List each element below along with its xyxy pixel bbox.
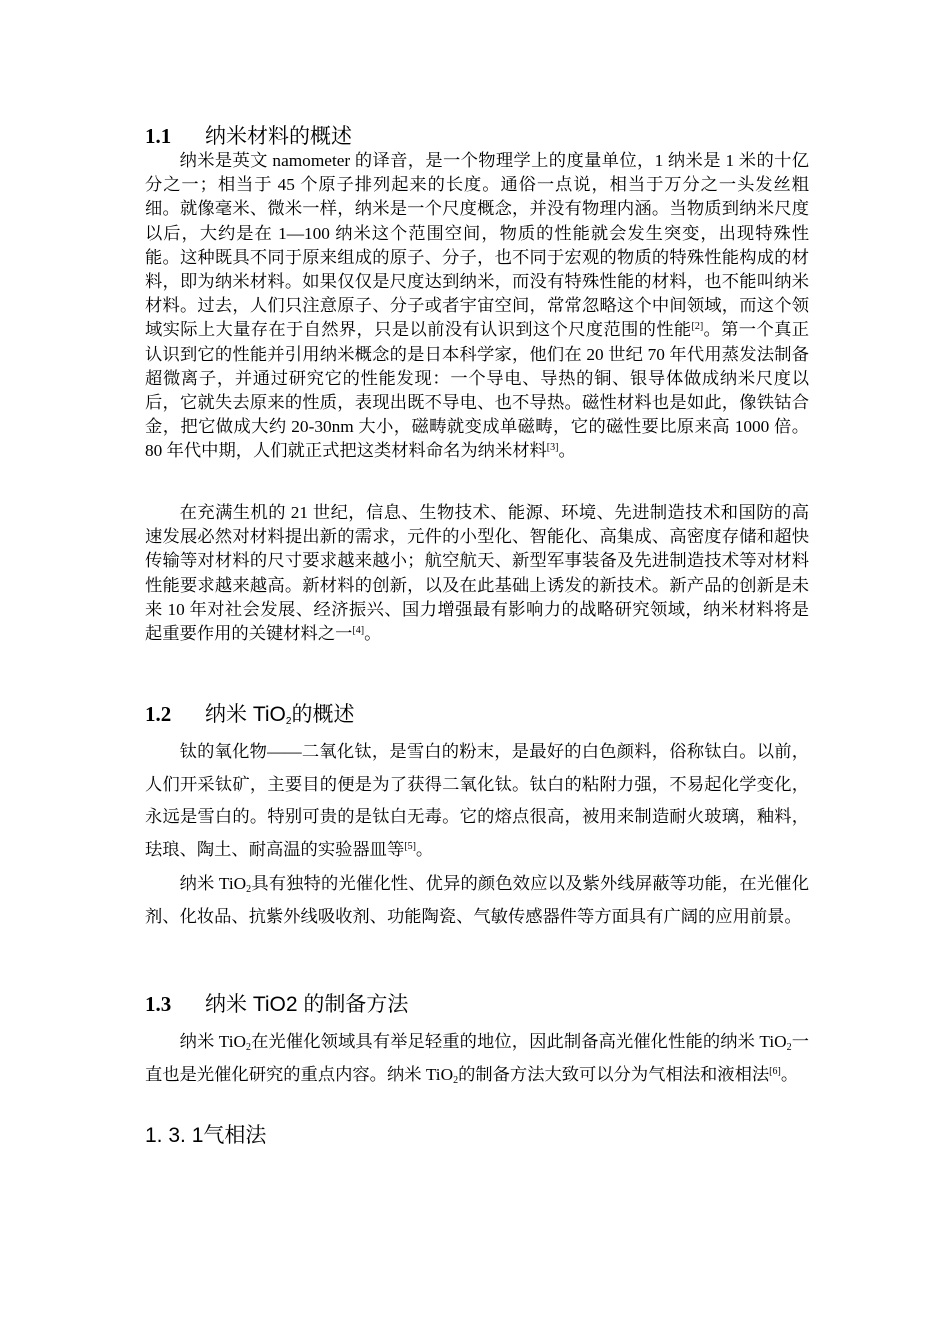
text-run: 在充满生机的 21 世纪，信息、生物技术、能源、环境、先进制造技术和国防的高速发展必然对材料提出新的需求，元件的小型化、智能化、高集成、高密度存储和超快传输等对材料的尺寸要求越来越小；航空航天、新型军事装备及先进制造技术等对材料性能要求越来越高。新材料的创新，以及在此基础上诱发的新技术。新产品的创新是未来 10 年对社会发展、经济振兴、国力增强最有影响力的战略研究领域，纳米材料将是起重要作用的关键材料之一 — [145, 503, 809, 644]
text-run: 钛的氧化物——二氧化钛，是雪白的粉末，是最好的白色颜料，俗称钛白。以前，人们开采钛矿，主要目的便是为了获得二氧化钛。钛白的粘附力强，不易起化学变化，永远是雪白的。特别可贵的是钛白无毒。它的熔点很高，被用来制造耐火玻璃，釉料，珐琅、陶土、耐高温的实验器皿等 — [145, 742, 809, 859]
text-run: 。 — [780, 1064, 799, 1084]
section-heading-1-2 — [145, 700, 825, 729]
text-run: 纳米 TiO — [179, 1032, 246, 1051]
subscript: 2 — [246, 884, 252, 895]
section-heading-1-3 — [145, 990, 825, 1019]
subscript: 2 — [246, 1042, 251, 1053]
citation: [4] — [352, 625, 365, 637]
text-run: 。第一个真正认识到它的性能并引用纳米概念的是日本科学家，他们在 20 世纪 70 年代用蒸发法制备超微离子，并通过研究它的性能发现：一个导电、导热的铜、银导体做成纳米尺度以后，它就失去原来的性质，表现出既不导电、也不导热。磁性材料也是如此，像铁钴合金，把它做成大约 20-30nm 大小，磁畴就变成单磁畴，它的磁性要比原来高 1000 倍。80 年代中期，人们就正式把这类材料命名为纳米材料 — [145, 320, 809, 461]
text-run: 纳米 TiO — [179, 874, 247, 893]
text-run: 纳米是英文 namometer 的译音，是一个物理学上的度量单位，1 纳米是 1 米的十亿分之一；相当于 45 个原子排列起来的长度。通俗一点说，相当于万分之一头发丝粗细。就像毫米、微米一样，纳米是一个尺度概念，并没有物理内涵。当物质到纳米尺度以后，大约是在 1—100 纳米这个范围空间，物质的性能就会发生突变，出现特殊性能。这种既具不同于原来组成的原子、分子，也不同于宏观的物质的特殊性能构成的材料，即为纳米材料。如果仅仅是尺度达到纳米，而没有特殊性能的材料，也不能叫纳米材料。过去，人们只注意原子、分子或者宇宙空间，常常忽略这个中间领域，而这个领域实际上大量存在于自然界，只是以前没有认识到这个尺度范围的性能 — [145, 151, 809, 340]
text-run: 。 — [558, 441, 576, 461]
citation: [6] — [769, 1065, 781, 1077]
subsection-heading-1-3-1 — [145, 1121, 825, 1150]
paragraph-1-3-a — [145, 1026, 809, 1092]
paragraph-1-1-a — [145, 149, 809, 464]
section-title: 纳米 TiO$_2$的概述 — [205, 703, 355, 727]
section-title: 纳米材料的概述 — [205, 125, 352, 148]
subsection-title: 气相法 — [203, 1124, 267, 1147]
section-number: 1.3 — [145, 992, 172, 1016]
text-run: 。 — [415, 839, 434, 859]
paragraph-1-1-b — [145, 501, 809, 646]
subscript: 2 — [453, 1074, 459, 1086]
citation: [3] — [546, 442, 559, 454]
subsection-number: 1. 3. 1 — [145, 1124, 204, 1147]
section-number: 1.1 — [145, 124, 172, 148]
text-run: 一直也是光催化研究的重点内容。纳米 TiO — [145, 1032, 809, 1084]
citation: [5] — [404, 840, 416, 852]
subscript: 2 — [786, 1042, 792, 1053]
paragraph-1-2-a — [145, 736, 809, 866]
section-number: 1.2 — [145, 702, 172, 726]
paragraph-1-2-b — [145, 868, 809, 933]
section-title: 纳米 TiO2 的制备方法 — [205, 993, 409, 1016]
text-run: 在光催化领域具有举足轻重的地位，因此制备高光催化性能的纳米 TiO — [251, 1032, 787, 1051]
text-run: 的制备方法大致可以分为气相法和液相法 — [458, 1064, 770, 1084]
text-run: 具有独特的光催化性、优异的颜色效应以及紫外线屏蔽等功能，在光催化剂、化妆品、抗紫外线吸收剂、功能陶瓷、气敏传感器件等方面具有广阔的应用前景。 — [145, 874, 809, 926]
section-heading-1-1 — [145, 122, 825, 151]
text-run: 。 — [364, 624, 382, 644]
citation: [2] — [691, 321, 704, 333]
